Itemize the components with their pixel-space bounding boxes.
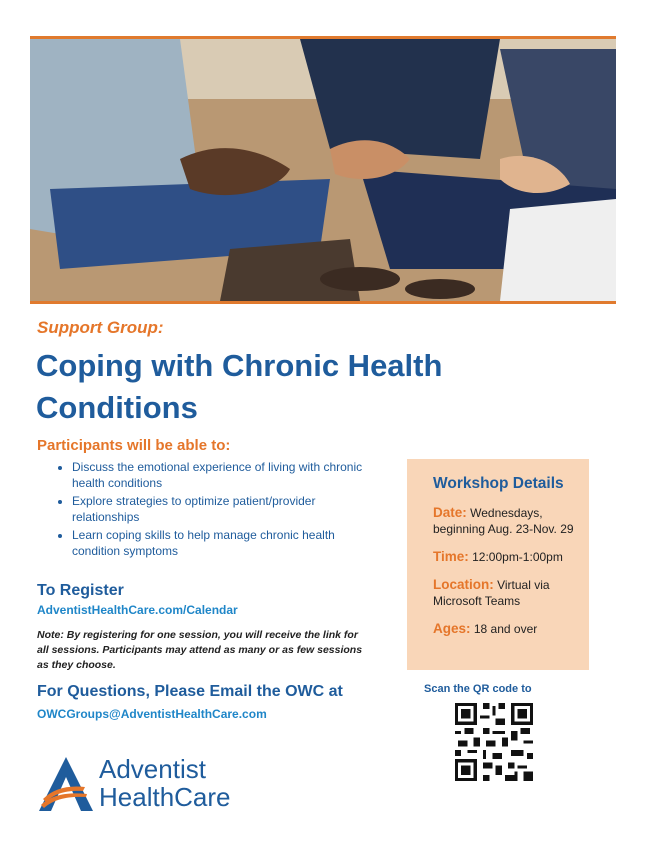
list-item: • Discuss the emotional experience of living with chronic health conditions [72, 459, 372, 491]
logo-text-line2: HealthCare [99, 782, 231, 812]
detail-time [433, 549, 579, 565]
detail-ages [433, 621, 579, 637]
questions-heading: For Questions, Please Email the OWC at [37, 683, 343, 700]
date-label: Date: [433, 505, 467, 520]
questions-email-link[interactable]: OWCGroups@AdventistHealthCare.com [37, 707, 267, 721]
list-item: • Explore strategies to optimize patient/provider relationships [72, 493, 372, 525]
register-heading: To Register [37, 582, 124, 599]
workshop-details-panel [407, 459, 589, 670]
detail-location [433, 577, 579, 609]
eyebrow-label: Support Group: [37, 318, 164, 337]
page-title: Coping with Chronic Health Conditions [36, 348, 443, 425]
ages-value: 18 and over [473, 622, 538, 636]
time-value: 12:00pm-1:00pm [472, 550, 563, 564]
location-label: Location: [433, 577, 494, 592]
hero-photo [30, 36, 616, 304]
ages-label: Ages: [433, 621, 471, 636]
date-value: Wednesdays, beginning Aug. 23-Nov. 29 [433, 506, 574, 536]
registration-note: Note: By registering for one session, you will receive the link for all sessions. Participants may attend as many or as few sessions as they choose. [37, 629, 363, 671]
time-label: Time: [433, 549, 469, 564]
location-value: Virtual via Microsoft Teams [433, 578, 550, 608]
detail-date [433, 505, 579, 537]
register-link[interactable]: AdventistHealthCare.com/Calendar [37, 603, 238, 617]
adventist-healthcare-logo [37, 755, 267, 815]
participants-list [58, 459, 372, 561]
list-item: • Learn coping skills to help manage chronic health condition symptoms [72, 527, 372, 559]
participants-heading: Participants will be able to: [37, 437, 231, 454]
group-discussion-image [30, 39, 616, 301]
qr-code-icon[interactable] [455, 703, 533, 781]
qr-caption: Scan the QR code to [424, 683, 532, 695]
logo-a-mark-icon [37, 755, 95, 813]
workshop-details-title: Workshop Details [433, 475, 564, 492]
logo-text-line1: Adventist [99, 754, 206, 784]
